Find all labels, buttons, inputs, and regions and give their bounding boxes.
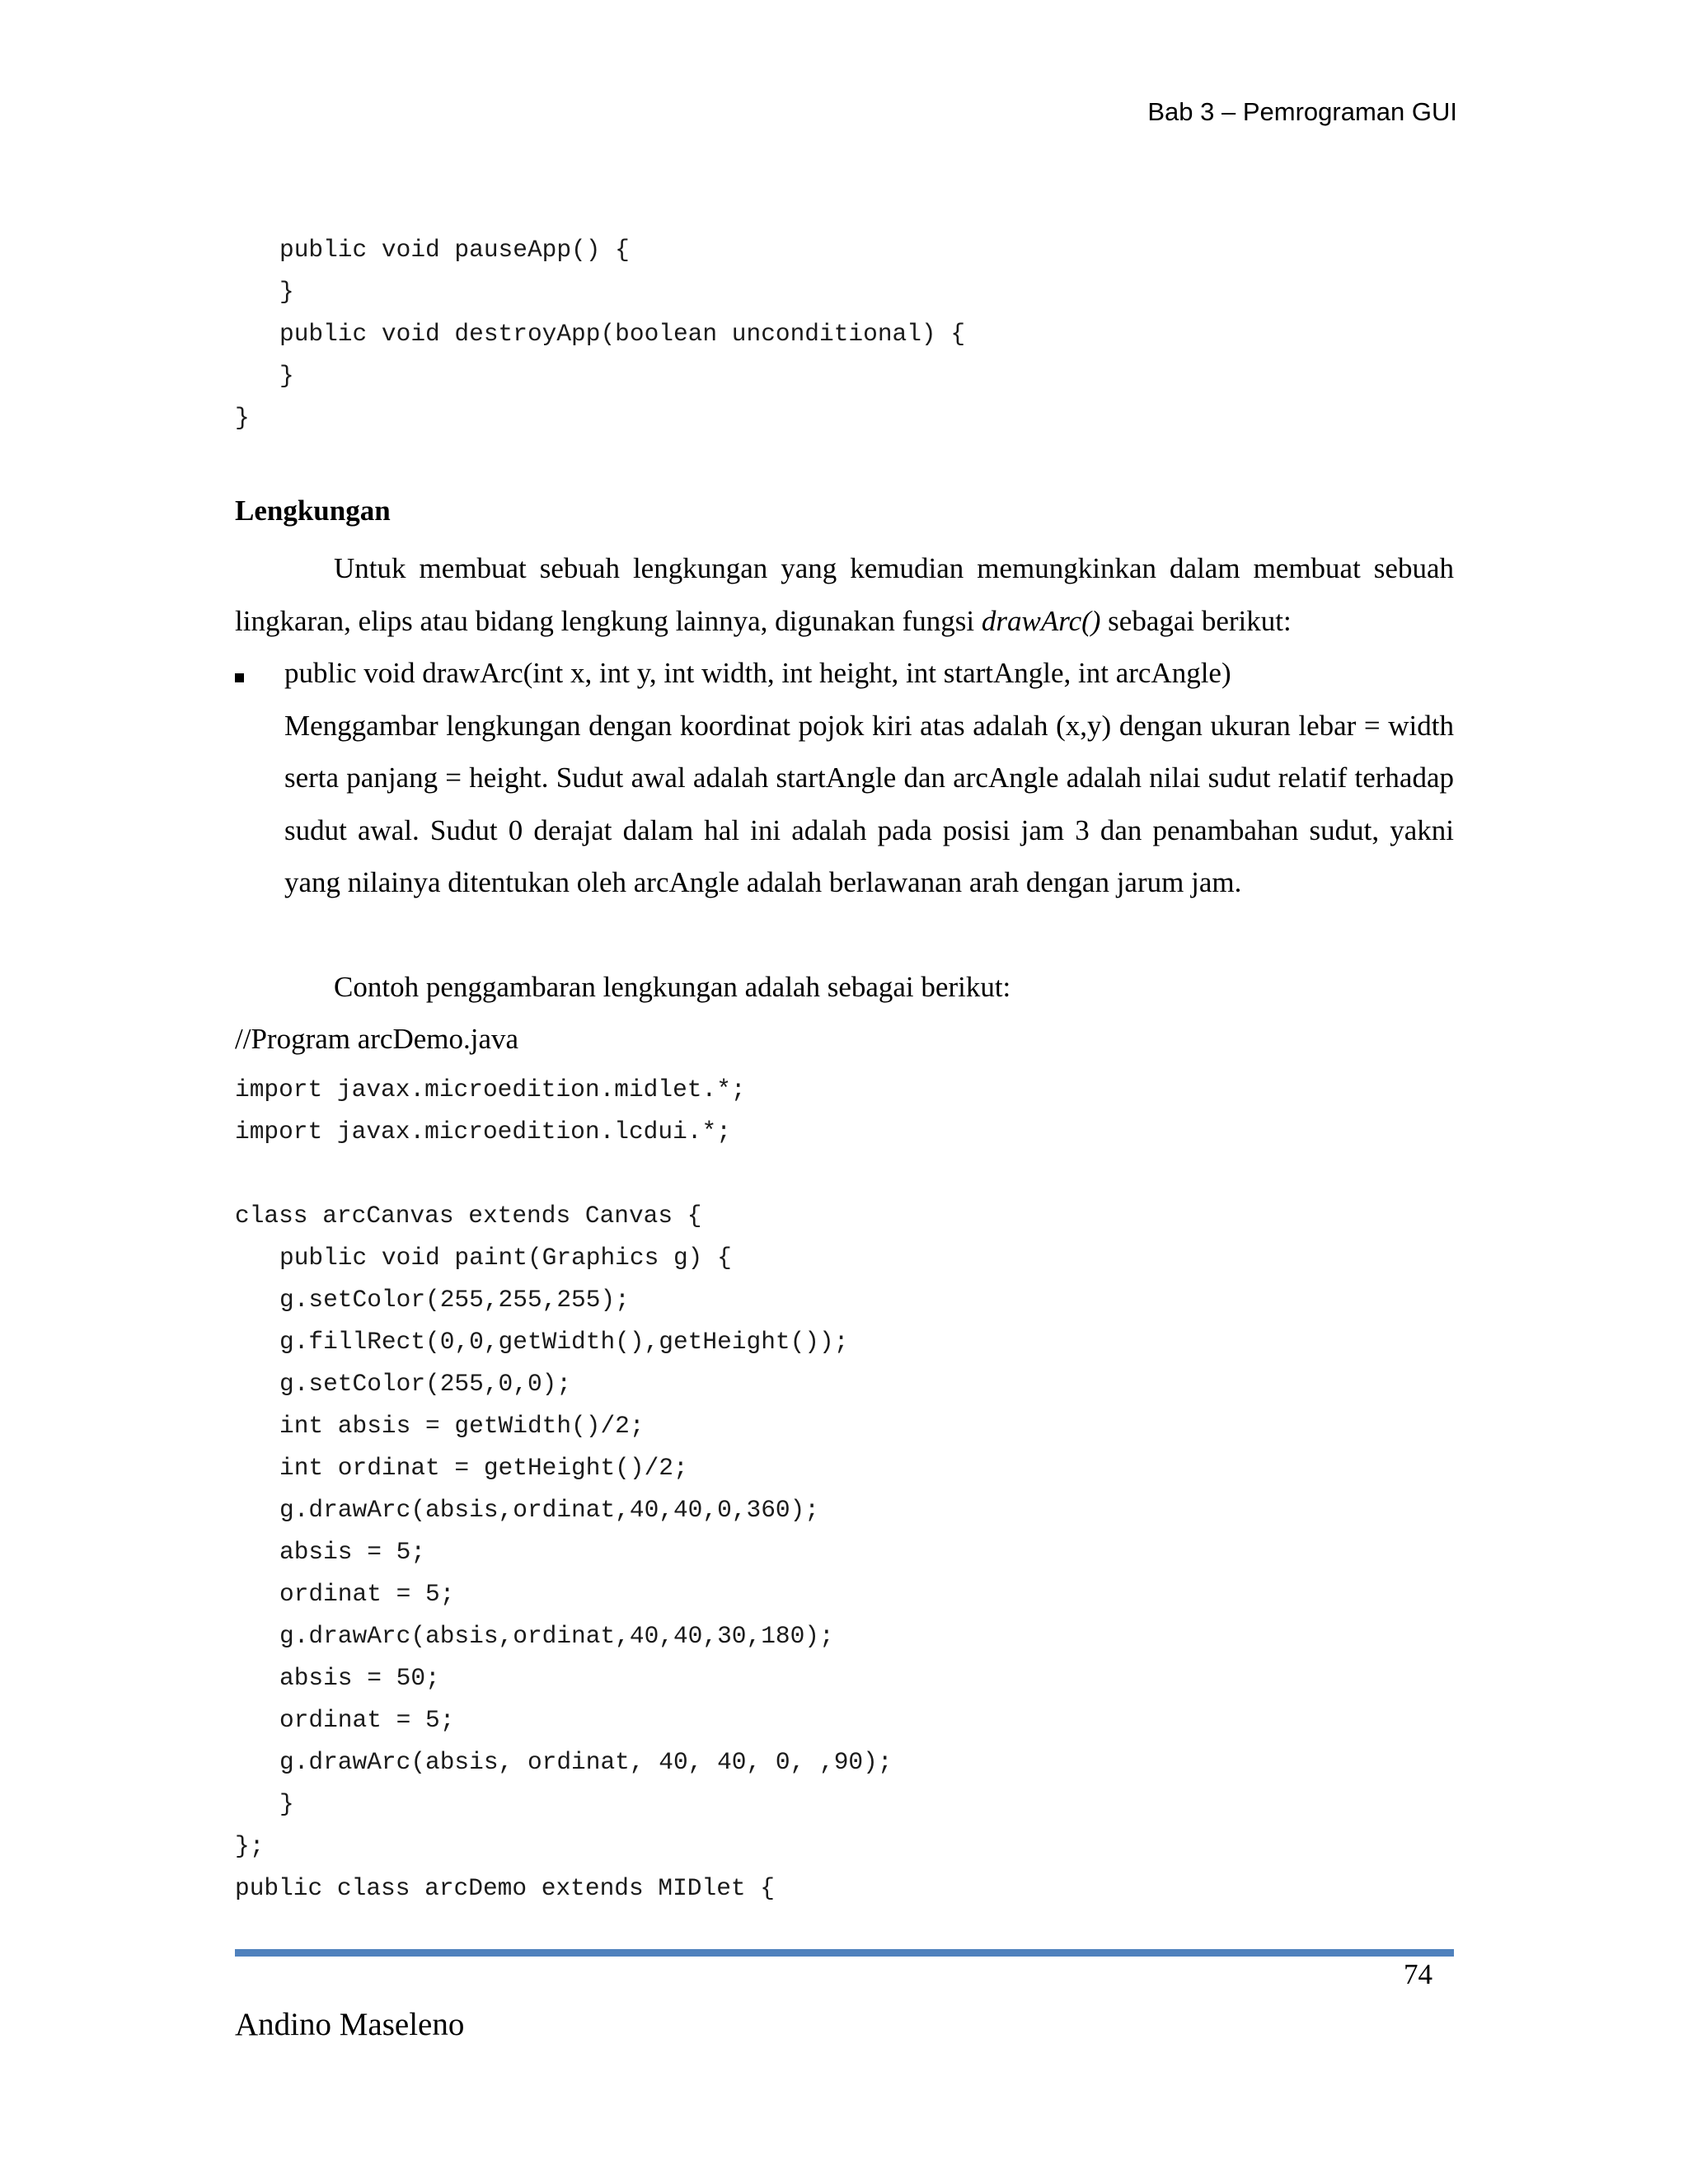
code-line: g.fillRect(0,0,getWidth(),getHeight()); xyxy=(279,1328,849,1356)
code-block-main xyxy=(235,1069,893,1910)
running-header: Bab 3 – Pemrograman GUI xyxy=(1147,97,1457,126)
method-description: Menggambar lengkungan dengan koordinat pojok kiri atas adalah (x,y) dengan ukuran lebar = width serta panjang = height. Sudut awal adalah startAngle dan arcAngle adalah nilai sudut relatif terhadap sudut awal. Sudut 0 derajat dalam hal ini adalah pada posisi jam 3 dan penambahan sudut, yakni yang nilainya ditentukan oleh arcAngle adalah berlawanan arah dengan jarum jam. xyxy=(284,709,1454,898)
footer-rule xyxy=(235,1949,1454,1957)
code-line: g.drawArc(absis, ordinat, 40, 40, 0, ,90); xyxy=(279,1748,893,1776)
code-line xyxy=(235,1153,893,1195)
footer-author: Andino Maseleno xyxy=(235,2007,465,2042)
intro-function-name: drawArc() xyxy=(981,604,1101,637)
code-line: ordinat = 5; xyxy=(279,1580,455,1608)
intro-text-after: sebagai berikut: xyxy=(1100,604,1292,637)
code-line: g.setColor(255,0,0); xyxy=(279,1370,572,1398)
code-line: public class arcDemo extends MIDlet { xyxy=(235,1874,776,1902)
code-line: g.drawArc(absis,ordinat,40,40,0,360); xyxy=(279,1496,820,1524)
code-line: g.drawArc(absis,ordinat,40,40,30,180); xyxy=(279,1622,834,1650)
code-line: int absis = getWidth()/2; xyxy=(279,1412,645,1440)
page-number: 74 xyxy=(1404,1958,1432,1990)
code-line: absis = 5; xyxy=(279,1538,426,1566)
code-line: import javax.microedition.midlet.*; xyxy=(235,1076,746,1104)
code-line: public void pauseApp() { xyxy=(279,236,630,264)
code-line: }; xyxy=(235,1832,265,1860)
section-heading: Lengkungan xyxy=(235,494,391,527)
code-line: g.setColor(255,255,255); xyxy=(279,1286,630,1314)
code-line: } xyxy=(279,362,294,390)
code-line: int ordinat = getHeight()/2; xyxy=(279,1454,688,1482)
bullet-item xyxy=(235,647,1454,909)
bullet-square-icon xyxy=(235,647,284,700)
code-line: } xyxy=(279,278,294,306)
code-line: import javax.microedition.lcdui.*; xyxy=(235,1118,731,1146)
code-line: } xyxy=(235,404,250,432)
code-line: ordinat = 5; xyxy=(279,1706,455,1734)
intro-text-before: Untuk membuat sebuah lengkungan yang kemudian memungkinkan dalam membuat sebuah lingkaran, elips atau bidang lengkung lainnya, digunakan fungsi xyxy=(235,552,1454,637)
example-intro: Contoh penggambaran lengkungan adalah sebagai berikut: xyxy=(334,971,1011,1003)
code-line: public void paint(Graphics g) { xyxy=(279,1244,732,1272)
code-line: class arcCanvas extends Canvas { xyxy=(235,1202,702,1230)
code-line: absis = 50; xyxy=(279,1664,440,1692)
method-signature: public void drawArc(int x, int y, int width, int height, int startAngle, int arcAngle) xyxy=(284,657,1231,689)
program-comment: //Program arcDemo.java xyxy=(235,1023,519,1055)
code-line: public void destroyApp(boolean unconditional) { xyxy=(279,320,966,348)
code-block-top xyxy=(235,229,965,439)
code-line: } xyxy=(279,1790,294,1818)
intro-paragraph xyxy=(235,542,1454,647)
